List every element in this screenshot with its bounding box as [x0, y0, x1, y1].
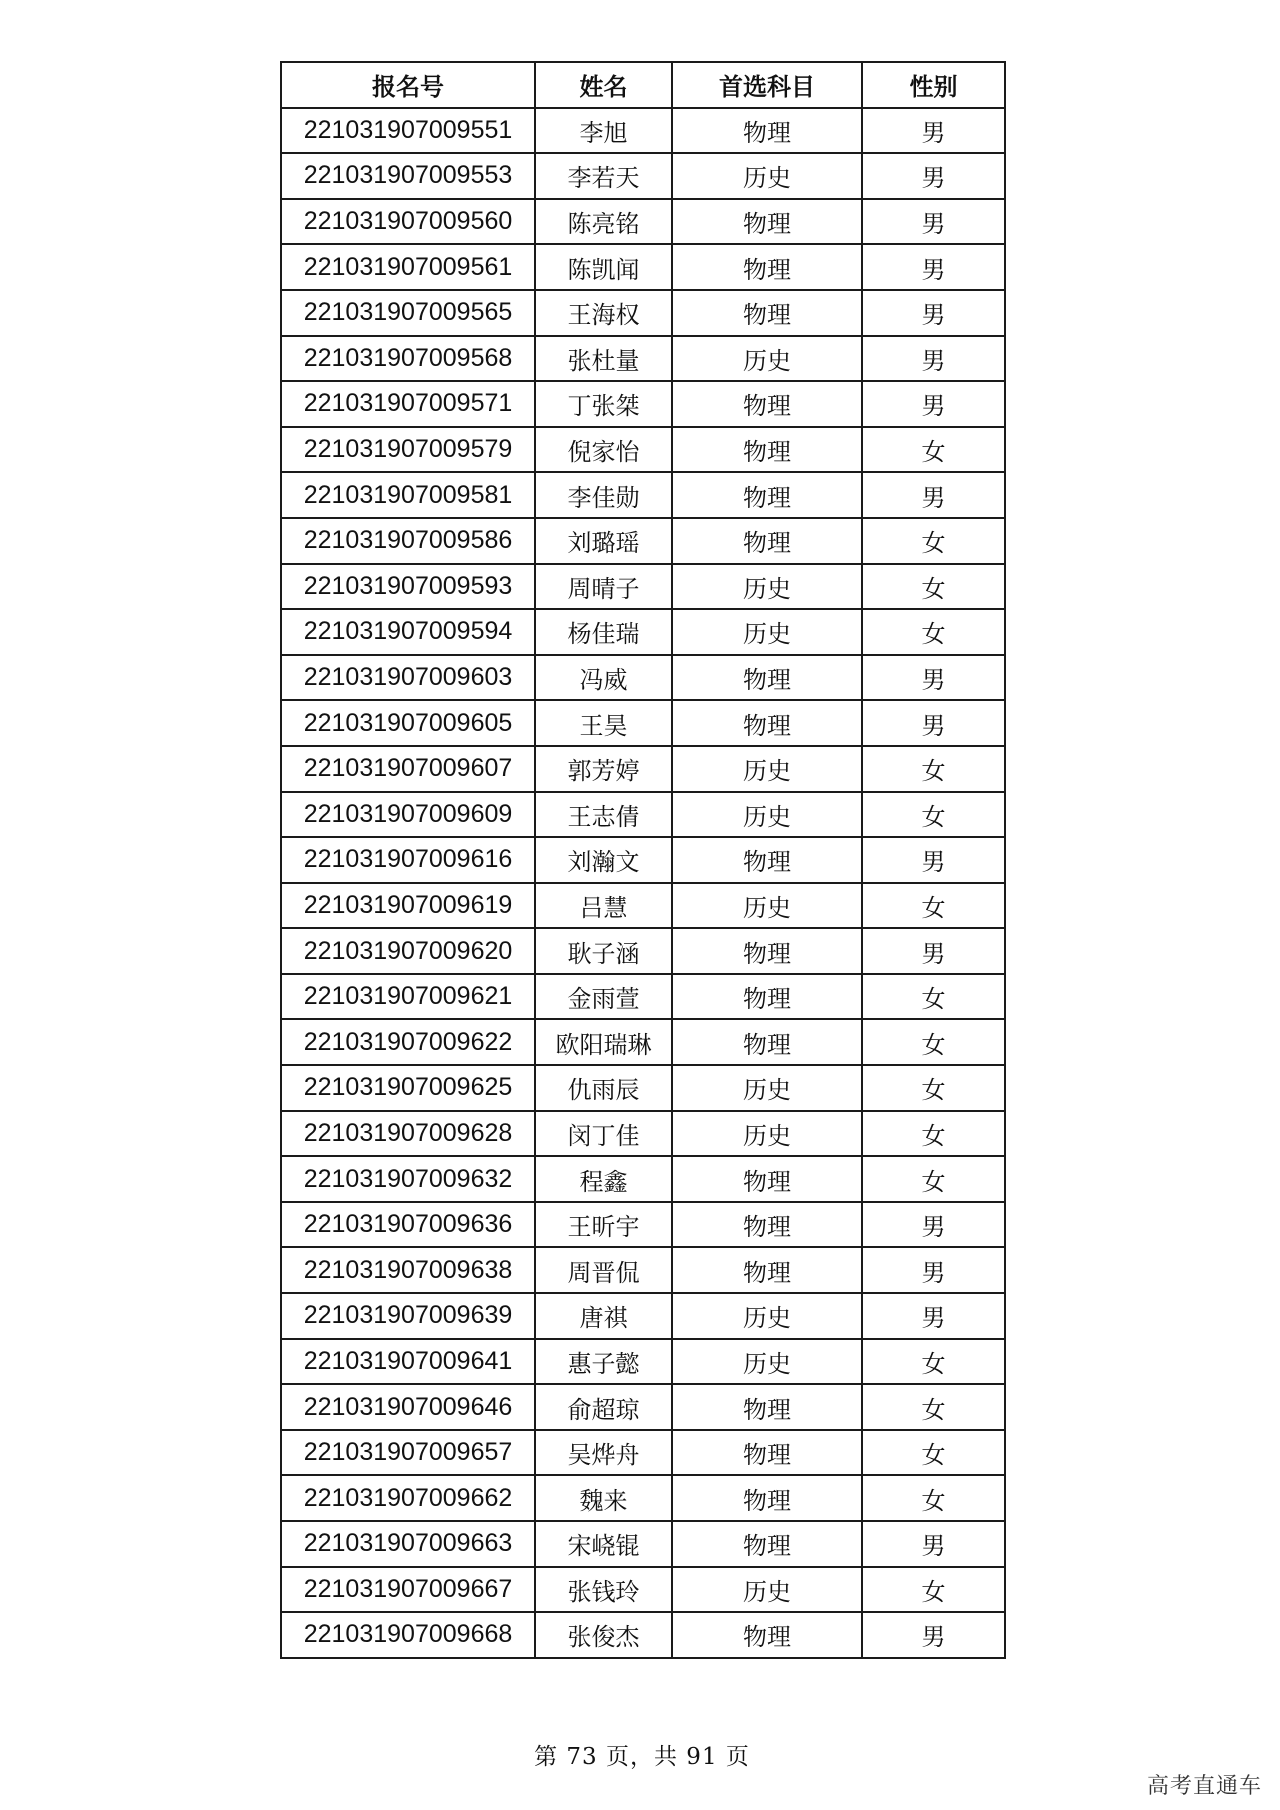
- cell-registration-number: 221031907009625: [281, 1065, 535, 1111]
- cell-subject: 历史: [672, 1065, 862, 1111]
- cell-gender: 男: [862, 1521, 1005, 1567]
- table-header-row: [281, 62, 1005, 108]
- table-row: [281, 472, 1005, 518]
- cell-name: 周晋侃: [535, 1247, 672, 1293]
- cell-gender: 男: [862, 928, 1005, 974]
- cell-registration-number: 221031907009561: [281, 244, 535, 290]
- cell-name: 杨佳瑞: [535, 609, 672, 655]
- cell-registration-number: 221031907009641: [281, 1339, 535, 1385]
- cell-registration-number: 221031907009605: [281, 700, 535, 746]
- cell-name: 王昕宇: [535, 1202, 672, 1248]
- cell-name: 耿子涵: [535, 928, 672, 974]
- cell-subject: 历史: [672, 609, 862, 655]
- admission-table: [280, 61, 1006, 1659]
- cell-gender: 女: [862, 1567, 1005, 1613]
- cell-subject: 物理: [672, 700, 862, 746]
- cell-subject: 物理: [672, 1384, 862, 1430]
- cell-subject: 物理: [672, 427, 862, 473]
- cell-name: 丁张桀: [535, 381, 672, 427]
- page-number: 第 73 页，共 91 页: [534, 1744, 750, 1770]
- cell-gender: 男: [862, 381, 1005, 427]
- cell-gender: 男: [862, 153, 1005, 199]
- cell-registration-number: 221031907009632: [281, 1156, 535, 1202]
- table-row: [281, 1384, 1005, 1430]
- cell-name: 仇雨辰: [535, 1065, 672, 1111]
- cell-name: 张杜量: [535, 336, 672, 382]
- cell-name: 李佳勋: [535, 472, 672, 518]
- table-row: [281, 883, 1005, 929]
- cell-gender: 男: [862, 108, 1005, 154]
- cell-registration-number: 221031907009619: [281, 883, 535, 929]
- cell-name: 张俊杰: [535, 1612, 672, 1658]
- table-row: [281, 290, 1005, 336]
- cell-name: 李若天: [535, 153, 672, 199]
- table-row: [281, 1019, 1005, 1065]
- cell-subject: 物理: [672, 1612, 862, 1658]
- table-row: [281, 655, 1005, 701]
- cell-subject: 历史: [672, 153, 862, 199]
- cell-registration-number: 221031907009565: [281, 290, 535, 336]
- cell-registration-number: 221031907009621: [281, 974, 535, 1020]
- table-row: [281, 746, 1005, 792]
- cell-name: 刘瀚文: [535, 837, 672, 883]
- cell-name: 欧阳瑞琳: [535, 1019, 672, 1065]
- cell-subject: 物理: [672, 837, 862, 883]
- table-row: [281, 837, 1005, 883]
- cell-gender: 男: [862, 199, 1005, 245]
- cell-name: 王海权: [535, 290, 672, 336]
- cell-subject: 历史: [672, 1293, 862, 1339]
- cell-name: 王昊: [535, 700, 672, 746]
- table-row: [281, 700, 1005, 746]
- cell-subject: 历史: [672, 1111, 862, 1157]
- cell-name: 惠子懿: [535, 1339, 672, 1385]
- cell-registration-number: 221031907009571: [281, 381, 535, 427]
- cell-registration-number: 221031907009593: [281, 564, 535, 610]
- cell-name: 刘璐瑶: [535, 518, 672, 564]
- cell-name: 张钱玲: [535, 1567, 672, 1613]
- table-row: [281, 1430, 1005, 1476]
- cell-registration-number: 221031907009586: [281, 518, 535, 564]
- cell-registration-number: 221031907009646: [281, 1384, 535, 1430]
- cell-registration-number: 221031907009636: [281, 1202, 535, 1248]
- cell-registration-number: 221031907009609: [281, 792, 535, 838]
- table-row: [281, 199, 1005, 245]
- cell-gender: 女: [862, 974, 1005, 1020]
- cell-registration-number: 221031907009553: [281, 153, 535, 199]
- table-row: [281, 1111, 1005, 1157]
- cell-gender: 女: [862, 1111, 1005, 1157]
- cell-registration-number: 221031907009638: [281, 1247, 535, 1293]
- cell-gender: 女: [862, 518, 1005, 564]
- table-row: [281, 1612, 1005, 1658]
- cell-gender: 女: [862, 427, 1005, 473]
- cell-registration-number: 221031907009594: [281, 609, 535, 655]
- cell-gender: 女: [862, 1475, 1005, 1521]
- cell-subject: 历史: [672, 1339, 862, 1385]
- cell-registration-number: 221031907009581: [281, 472, 535, 518]
- cell-subject: 物理: [672, 244, 862, 290]
- table-row: [281, 1202, 1005, 1248]
- table-row: [281, 518, 1005, 564]
- cell-gender: 女: [862, 1430, 1005, 1476]
- header-subject: 首选科目: [672, 62, 862, 108]
- cell-subject: 物理: [672, 1521, 862, 1567]
- cell-gender: 男: [862, 1247, 1005, 1293]
- cell-subject: 历史: [672, 336, 862, 382]
- table-row: [281, 427, 1005, 473]
- table-row: [281, 336, 1005, 382]
- cell-name: 吕慧: [535, 883, 672, 929]
- cell-name: 郭芳婷: [535, 746, 672, 792]
- table-row: [281, 1521, 1005, 1567]
- cell-registration-number: 221031907009616: [281, 837, 535, 883]
- cell-registration-number: 221031907009639: [281, 1293, 535, 1339]
- header-name: 姓名: [535, 62, 672, 108]
- cell-registration-number: 221031907009622: [281, 1019, 535, 1065]
- cell-subject: 历史: [672, 1567, 862, 1613]
- cell-name: 魏来: [535, 1475, 672, 1521]
- cell-registration-number: 221031907009668: [281, 1612, 535, 1658]
- table-row: [281, 1065, 1005, 1111]
- watermark-logo-text: 高考直通车: [1146, 1774, 1262, 1799]
- cell-gender: 女: [862, 1384, 1005, 1430]
- table-row: [281, 1293, 1005, 1339]
- cell-gender: 男: [862, 1612, 1005, 1658]
- table-row: [281, 381, 1005, 427]
- cell-name: 程鑫: [535, 1156, 672, 1202]
- table-row: [281, 792, 1005, 838]
- cell-subject: 物理: [672, 472, 862, 518]
- cell-gender: 女: [862, 883, 1005, 929]
- cell-subject: 物理: [672, 1156, 862, 1202]
- cell-name: 周晴子: [535, 564, 672, 610]
- cell-gender: 男: [862, 655, 1005, 701]
- cell-registration-number: 221031907009560: [281, 199, 535, 245]
- cell-gender: 女: [862, 609, 1005, 655]
- cell-gender: 女: [862, 1339, 1005, 1385]
- cell-subject: 物理: [672, 381, 862, 427]
- cell-registration-number: 221031907009628: [281, 1111, 535, 1157]
- cell-subject: 物理: [672, 1475, 862, 1521]
- cell-gender: 女: [862, 1019, 1005, 1065]
- cell-name: 俞超琼: [535, 1384, 672, 1430]
- cell-subject: 物理: [672, 108, 862, 154]
- header-registration-number: 报名号: [281, 62, 535, 108]
- cell-name: 倪家怡: [535, 427, 672, 473]
- cell-subject: 物理: [672, 1019, 862, 1065]
- table-row: [281, 1475, 1005, 1521]
- cell-gender: 男: [862, 837, 1005, 883]
- cell-name: 陈凯闻: [535, 244, 672, 290]
- cell-subject: 物理: [672, 1202, 862, 1248]
- cell-gender: 女: [862, 1065, 1005, 1111]
- cell-gender: 女: [862, 792, 1005, 838]
- cell-name: 金雨萱: [535, 974, 672, 1020]
- table-row: [281, 153, 1005, 199]
- cell-gender: 男: [862, 1202, 1005, 1248]
- cell-registration-number: 221031907009662: [281, 1475, 535, 1521]
- cell-subject: 物理: [672, 518, 862, 564]
- cell-subject: 物理: [672, 199, 862, 245]
- cell-gender: 男: [862, 290, 1005, 336]
- cell-registration-number: 221031907009551: [281, 108, 535, 154]
- cell-registration-number: 221031907009663: [281, 1521, 535, 1567]
- cell-subject: 历史: [672, 746, 862, 792]
- cell-registration-number: 221031907009579: [281, 427, 535, 473]
- table-row: [281, 1156, 1005, 1202]
- cell-registration-number: 221031907009657: [281, 1430, 535, 1476]
- table-row: [281, 1339, 1005, 1385]
- cell-gender: 男: [862, 700, 1005, 746]
- table-row: [281, 1247, 1005, 1293]
- cell-subject: 历史: [672, 883, 862, 929]
- cell-gender: 男: [862, 336, 1005, 382]
- cell-subject: 历史: [672, 564, 862, 610]
- cell-subject: 物理: [672, 928, 862, 974]
- table-row: [281, 974, 1005, 1020]
- cell-subject: 物理: [672, 974, 862, 1020]
- header-gender: 性别: [862, 62, 1005, 108]
- cell-gender: 女: [862, 746, 1005, 792]
- cell-gender: 女: [862, 1156, 1005, 1202]
- table-row: [281, 244, 1005, 290]
- cell-name: 冯威: [535, 655, 672, 701]
- table-row: [281, 108, 1005, 154]
- cell-name: 吴烨舟: [535, 1430, 672, 1476]
- cell-subject: 物理: [672, 1247, 862, 1293]
- table-row: [281, 564, 1005, 610]
- cell-gender: 男: [862, 1293, 1005, 1339]
- cell-name: 宋峣锟: [535, 1521, 672, 1567]
- cell-subject: 物理: [672, 655, 862, 701]
- table-row: [281, 928, 1005, 974]
- cell-registration-number: 221031907009568: [281, 336, 535, 382]
- cell-gender: 男: [862, 472, 1005, 518]
- cell-subject: 历史: [672, 792, 862, 838]
- table-row: [281, 609, 1005, 655]
- cell-name: 王志倩: [535, 792, 672, 838]
- cell-subject: 物理: [672, 290, 862, 336]
- cell-registration-number: 221031907009667: [281, 1567, 535, 1613]
- cell-registration-number: 221031907009603: [281, 655, 535, 701]
- cell-name: 李旭: [535, 108, 672, 154]
- cell-registration-number: 221031907009607: [281, 746, 535, 792]
- cell-gender: 女: [862, 564, 1005, 610]
- cell-gender: 男: [862, 244, 1005, 290]
- table-row: [281, 1567, 1005, 1613]
- cell-name: 陈亮铭: [535, 199, 672, 245]
- cell-name: 闵丁佳: [535, 1111, 672, 1157]
- cell-registration-number: 221031907009620: [281, 928, 535, 974]
- table-body: [281, 108, 1005, 1658]
- cell-subject: 物理: [672, 1430, 862, 1476]
- cell-name: 唐祺: [535, 1293, 672, 1339]
